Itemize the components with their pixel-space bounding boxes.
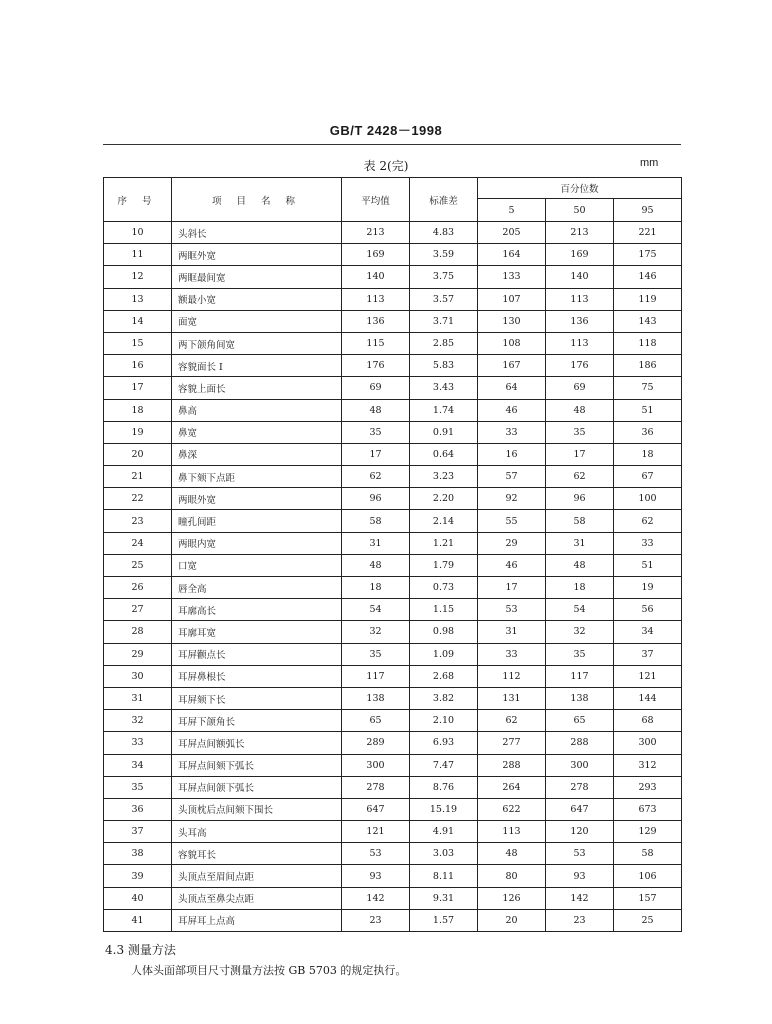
table-row (104, 754, 682, 776)
cell-item-name: 两眶最间宽 (172, 266, 342, 288)
cell-p50: 31 (546, 532, 614, 554)
table-row (104, 643, 682, 665)
cell-p50: 48 (546, 554, 614, 576)
cell-std: 3.71 (410, 310, 478, 332)
cell-item-name: 容貌上面长 (172, 377, 342, 399)
table-row (104, 510, 682, 532)
cell-p50: 93 (546, 865, 614, 887)
cell-p50: 278 (546, 776, 614, 798)
cell-p50: 169 (546, 244, 614, 266)
cell-p95: 62 (614, 510, 682, 532)
table-caption: 表 2(完) (363, 159, 409, 173)
header-p5: 5 (478, 199, 546, 222)
table-row (104, 865, 682, 887)
cell-p5: 92 (478, 488, 546, 510)
cell-item-name: 头顶枕后点间颏下围长 (172, 798, 342, 820)
cell-item-name: 瞳孔间距 (172, 510, 342, 532)
header-rule (103, 144, 681, 145)
cell-p5: 288 (478, 754, 546, 776)
cell-p50: 54 (546, 599, 614, 621)
table-row (104, 621, 682, 643)
cell-std: 0.91 (410, 421, 478, 443)
cell-std: 4.83 (410, 222, 478, 244)
cell-seq: 23 (104, 510, 172, 532)
cell-p95: 67 (614, 466, 682, 488)
cell-mean: 142 (342, 887, 410, 909)
cell-seq: 20 (104, 443, 172, 465)
cell-item-name: 两眼内宽 (172, 532, 342, 554)
cell-std: 2.85 (410, 332, 478, 354)
cell-std: 15.19 (410, 798, 478, 820)
cell-p95: 293 (614, 776, 682, 798)
cell-p50: 142 (546, 887, 614, 909)
cell-p5: 80 (478, 865, 546, 887)
cell-p5: 64 (478, 377, 546, 399)
cell-p95: 175 (614, 244, 682, 266)
cell-p95: 58 (614, 843, 682, 865)
cell-seq: 24 (104, 532, 172, 554)
cell-seq: 13 (104, 288, 172, 310)
cell-p50: 117 (546, 665, 614, 687)
header-std: 标准差 (410, 178, 478, 222)
cell-mean: 140 (342, 266, 410, 288)
cell-mean: 176 (342, 355, 410, 377)
cell-mean: 58 (342, 510, 410, 532)
cell-mean: 31 (342, 532, 410, 554)
cell-std: 3.43 (410, 377, 478, 399)
cell-mean: 289 (342, 732, 410, 754)
cell-p5: 130 (478, 310, 546, 332)
cell-p95: 144 (614, 687, 682, 709)
cell-std: 2.68 (410, 665, 478, 687)
table-row (104, 665, 682, 687)
cell-p5: 108 (478, 332, 546, 354)
cell-std: 0.98 (410, 621, 478, 643)
cell-p5: 133 (478, 266, 546, 288)
cell-seq: 29 (104, 643, 172, 665)
cell-seq: 33 (104, 732, 172, 754)
cell-p5: 46 (478, 399, 546, 421)
cell-seq: 36 (104, 798, 172, 820)
cell-std: 1.79 (410, 554, 478, 576)
cell-seq: 14 (104, 310, 172, 332)
cell-std: 4.91 (410, 821, 478, 843)
cell-p5: 131 (478, 687, 546, 709)
cell-p95: 121 (614, 665, 682, 687)
table-row (104, 776, 682, 798)
cell-p95: 119 (614, 288, 682, 310)
cell-seq: 38 (104, 843, 172, 865)
table-row (104, 687, 682, 709)
table-row (104, 909, 682, 931)
cell-p95: 106 (614, 865, 682, 887)
cell-p50: 23 (546, 909, 614, 931)
cell-p95: 36 (614, 421, 682, 443)
cell-std: 3.59 (410, 244, 478, 266)
cell-item-name: 耳屏颏下长 (172, 687, 342, 709)
cell-mean: 93 (342, 865, 410, 887)
table-row (104, 332, 682, 354)
cell-seq: 11 (104, 244, 172, 266)
cell-mean: 117 (342, 665, 410, 687)
cell-p50: 176 (546, 355, 614, 377)
cell-p95: 146 (614, 266, 682, 288)
cell-p50: 58 (546, 510, 614, 532)
cell-p50: 53 (546, 843, 614, 865)
cell-p5: 107 (478, 288, 546, 310)
cell-mean: 278 (342, 776, 410, 798)
cell-p5: 113 (478, 821, 546, 843)
cell-mean: 17 (342, 443, 410, 465)
cell-p5: 164 (478, 244, 546, 266)
measurement-table (103, 177, 682, 932)
cell-item-name: 耳廓高长 (172, 599, 342, 621)
cell-std: 2.10 (410, 710, 478, 732)
cell-seq: 30 (104, 665, 172, 687)
cell-p50: 213 (546, 222, 614, 244)
cell-seq: 28 (104, 621, 172, 643)
cell-p95: 51 (614, 399, 682, 421)
table-row (104, 887, 682, 909)
header-p50: 50 (546, 199, 614, 222)
cell-p95: 75 (614, 377, 682, 399)
cell-seq: 41 (104, 909, 172, 931)
standard-number: GB/T 2428－1998 (329, 123, 443, 138)
cell-p95: 673 (614, 798, 682, 820)
cell-p95: 300 (614, 732, 682, 754)
cell-item-name: 头耳高 (172, 821, 342, 843)
cell-seq: 10 (104, 222, 172, 244)
cell-mean: 62 (342, 466, 410, 488)
cell-item-name: 容貌面长 I (172, 355, 342, 377)
cell-p50: 96 (546, 488, 614, 510)
cell-item-name: 耳廓耳宽 (172, 621, 342, 643)
cell-std: 2.14 (410, 510, 478, 532)
cell-mean: 115 (342, 332, 410, 354)
table-row (104, 577, 682, 599)
cell-item-name: 唇全高 (172, 577, 342, 599)
cell-item-name: 头斜长 (172, 222, 342, 244)
cell-p95: 143 (614, 310, 682, 332)
cell-p50: 120 (546, 821, 614, 843)
cell-item-name: 耳屏颧点长 (172, 643, 342, 665)
table-row (104, 599, 682, 621)
cell-p50: 113 (546, 288, 614, 310)
cell-p95: 18 (614, 443, 682, 465)
table-row (104, 710, 682, 732)
cell-p5: 126 (478, 887, 546, 909)
cell-p5: 48 (478, 843, 546, 865)
table-row (104, 399, 682, 421)
table-row (104, 288, 682, 310)
cell-std: 7.47 (410, 754, 478, 776)
cell-item-name: 额最小宽 (172, 288, 342, 310)
cell-p50: 48 (546, 399, 614, 421)
cell-p50: 288 (546, 732, 614, 754)
cell-p5: 205 (478, 222, 546, 244)
cell-item-name: 口宽 (172, 554, 342, 576)
cell-item-name: 两下颌角间宽 (172, 332, 342, 354)
cell-p50: 140 (546, 266, 614, 288)
cell-mean: 300 (342, 754, 410, 776)
cell-item-name: 鼻宽 (172, 421, 342, 443)
cell-p50: 300 (546, 754, 614, 776)
cell-p50: 17 (546, 443, 614, 465)
cell-seq: 25 (104, 554, 172, 576)
cell-p95: 186 (614, 355, 682, 377)
table-row (104, 310, 682, 332)
table-row (104, 266, 682, 288)
cell-p95: 56 (614, 599, 682, 621)
table-row (104, 466, 682, 488)
cell-std: 2.20 (410, 488, 478, 510)
cell-p5: 31 (478, 621, 546, 643)
cell-std: 1.74 (410, 399, 478, 421)
cell-item-name: 耳屏下颌角长 (172, 710, 342, 732)
cell-mean: 32 (342, 621, 410, 643)
cell-mean: 96 (342, 488, 410, 510)
cell-item-name: 头顶点至鼻尖点距 (172, 887, 342, 909)
cell-p5: 264 (478, 776, 546, 798)
cell-seq: 31 (104, 687, 172, 709)
cell-std: 3.82 (410, 687, 478, 709)
cell-seq: 18 (104, 399, 172, 421)
cell-p5: 53 (478, 599, 546, 621)
cell-mean: 48 (342, 399, 410, 421)
cell-p95: 118 (614, 332, 682, 354)
header-mean: 平均值 (342, 178, 410, 222)
cell-seq: 35 (104, 776, 172, 798)
cell-item-name: 耳屏鼻根长 (172, 665, 342, 687)
cell-p95: 100 (614, 488, 682, 510)
cell-p50: 113 (546, 332, 614, 354)
cell-p95: 129 (614, 821, 682, 843)
cell-std: 6.93 (410, 732, 478, 754)
cell-p5: 17 (478, 577, 546, 599)
cell-p5: 33 (478, 421, 546, 443)
cell-mean: 23 (342, 909, 410, 931)
cell-item-name: 耳屏耳上点高 (172, 909, 342, 931)
cell-p95: 37 (614, 643, 682, 665)
cell-std: 9.31 (410, 887, 478, 909)
cell-p50: 35 (546, 643, 614, 665)
cell-mean: 53 (342, 843, 410, 865)
cell-seq: 16 (104, 355, 172, 377)
cell-p95: 25 (614, 909, 682, 931)
cell-item-name: 两眼外宽 (172, 488, 342, 510)
cell-p95: 312 (614, 754, 682, 776)
table-row (104, 798, 682, 820)
table-row (104, 355, 682, 377)
cell-p5: 112 (478, 665, 546, 687)
cell-p5: 622 (478, 798, 546, 820)
cell-mean: 69 (342, 377, 410, 399)
cell-p50: 65 (546, 710, 614, 732)
table-row (104, 222, 682, 244)
table-row (104, 443, 682, 465)
cell-p95: 221 (614, 222, 682, 244)
cell-item-name: 头顶点至眉间点距 (172, 865, 342, 887)
cell-p5: 167 (478, 355, 546, 377)
table-body (104, 222, 682, 932)
cell-item-name: 面宽 (172, 310, 342, 332)
header-seq: 序 号 (104, 178, 172, 222)
cell-mean: 35 (342, 643, 410, 665)
cell-p50: 138 (546, 687, 614, 709)
cell-seq: 19 (104, 421, 172, 443)
cell-std: 1.09 (410, 643, 478, 665)
cell-p95: 33 (614, 532, 682, 554)
section-body: 人体头面部项目尺寸测量方法按 GB 5703 的规定执行。 (131, 964, 407, 977)
cell-mean: 54 (342, 599, 410, 621)
cell-mean: 35 (342, 421, 410, 443)
cell-seq: 26 (104, 577, 172, 599)
cell-p5: 46 (478, 554, 546, 576)
cell-item-name: 耳屏点间颌下弧长 (172, 776, 342, 798)
header-percentile-group: 百分位数 (478, 178, 682, 199)
cell-p95: 68 (614, 710, 682, 732)
cell-mean: 121 (342, 821, 410, 843)
cell-mean: 138 (342, 687, 410, 709)
cell-std: 1.15 (410, 599, 478, 621)
table-row (104, 421, 682, 443)
cell-item-name: 耳屏点间额弧长 (172, 732, 342, 754)
table-row (104, 821, 682, 843)
cell-p95: 157 (614, 887, 682, 909)
cell-seq: 39 (104, 865, 172, 887)
cell-std: 0.73 (410, 577, 478, 599)
cell-p50: 32 (546, 621, 614, 643)
cell-seq: 21 (104, 466, 172, 488)
table-row (104, 377, 682, 399)
cell-mean: 169 (342, 244, 410, 266)
cell-seq: 27 (104, 599, 172, 621)
cell-item-name: 两眶外宽 (172, 244, 342, 266)
table-row (104, 244, 682, 266)
cell-mean: 113 (342, 288, 410, 310)
cell-std: 3.23 (410, 466, 478, 488)
cell-std: 8.76 (410, 776, 478, 798)
cell-std: 8.11 (410, 865, 478, 887)
cell-p50: 35 (546, 421, 614, 443)
cell-p5: 20 (478, 909, 546, 931)
cell-p50: 18 (546, 577, 614, 599)
table-unit: mm (640, 157, 659, 169)
cell-p5: 277 (478, 732, 546, 754)
cell-seq: 22 (104, 488, 172, 510)
cell-mean: 647 (342, 798, 410, 820)
cell-seq: 37 (104, 821, 172, 843)
table-row (104, 843, 682, 865)
cell-seq: 34 (104, 754, 172, 776)
cell-seq: 12 (104, 266, 172, 288)
cell-p95: 19 (614, 577, 682, 599)
cell-std: 3.75 (410, 266, 478, 288)
cell-std: 1.21 (410, 532, 478, 554)
cell-p5: 29 (478, 532, 546, 554)
cell-mean: 136 (342, 310, 410, 332)
cell-mean: 48 (342, 554, 410, 576)
table-row (104, 732, 682, 754)
cell-item-name: 鼻高 (172, 399, 342, 421)
cell-p95: 51 (614, 554, 682, 576)
cell-mean: 213 (342, 222, 410, 244)
cell-p50: 69 (546, 377, 614, 399)
cell-std: 1.57 (410, 909, 478, 931)
cell-std: 0.64 (410, 443, 478, 465)
cell-p50: 136 (546, 310, 614, 332)
cell-std: 3.03 (410, 843, 478, 865)
cell-mean: 18 (342, 577, 410, 599)
cell-p5: 33 (478, 643, 546, 665)
cell-p50: 62 (546, 466, 614, 488)
cell-seq: 15 (104, 332, 172, 354)
cell-seq: 32 (104, 710, 172, 732)
cell-p5: 57 (478, 466, 546, 488)
cell-seq: 40 (104, 887, 172, 909)
cell-std: 5.83 (410, 355, 478, 377)
cell-item-name: 耳屏点间颏下弧长 (172, 754, 342, 776)
cell-p5: 16 (478, 443, 546, 465)
header-p95: 95 (614, 199, 682, 222)
cell-item-name: 容貌耳长 (172, 843, 342, 865)
cell-item-name: 鼻深 (172, 443, 342, 465)
section-title: 4.3 测量方法 (105, 943, 176, 957)
cell-item-name: 鼻下颏下点距 (172, 466, 342, 488)
cell-p5: 62 (478, 710, 546, 732)
cell-std: 3.57 (410, 288, 478, 310)
table-row (104, 554, 682, 576)
cell-p50: 647 (546, 798, 614, 820)
cell-p95: 34 (614, 621, 682, 643)
table-row (104, 488, 682, 510)
header-item-name: 项 目 名 称 (172, 178, 342, 222)
cell-mean: 65 (342, 710, 410, 732)
cell-seq: 17 (104, 377, 172, 399)
table-row (104, 532, 682, 554)
cell-p5: 55 (478, 510, 546, 532)
